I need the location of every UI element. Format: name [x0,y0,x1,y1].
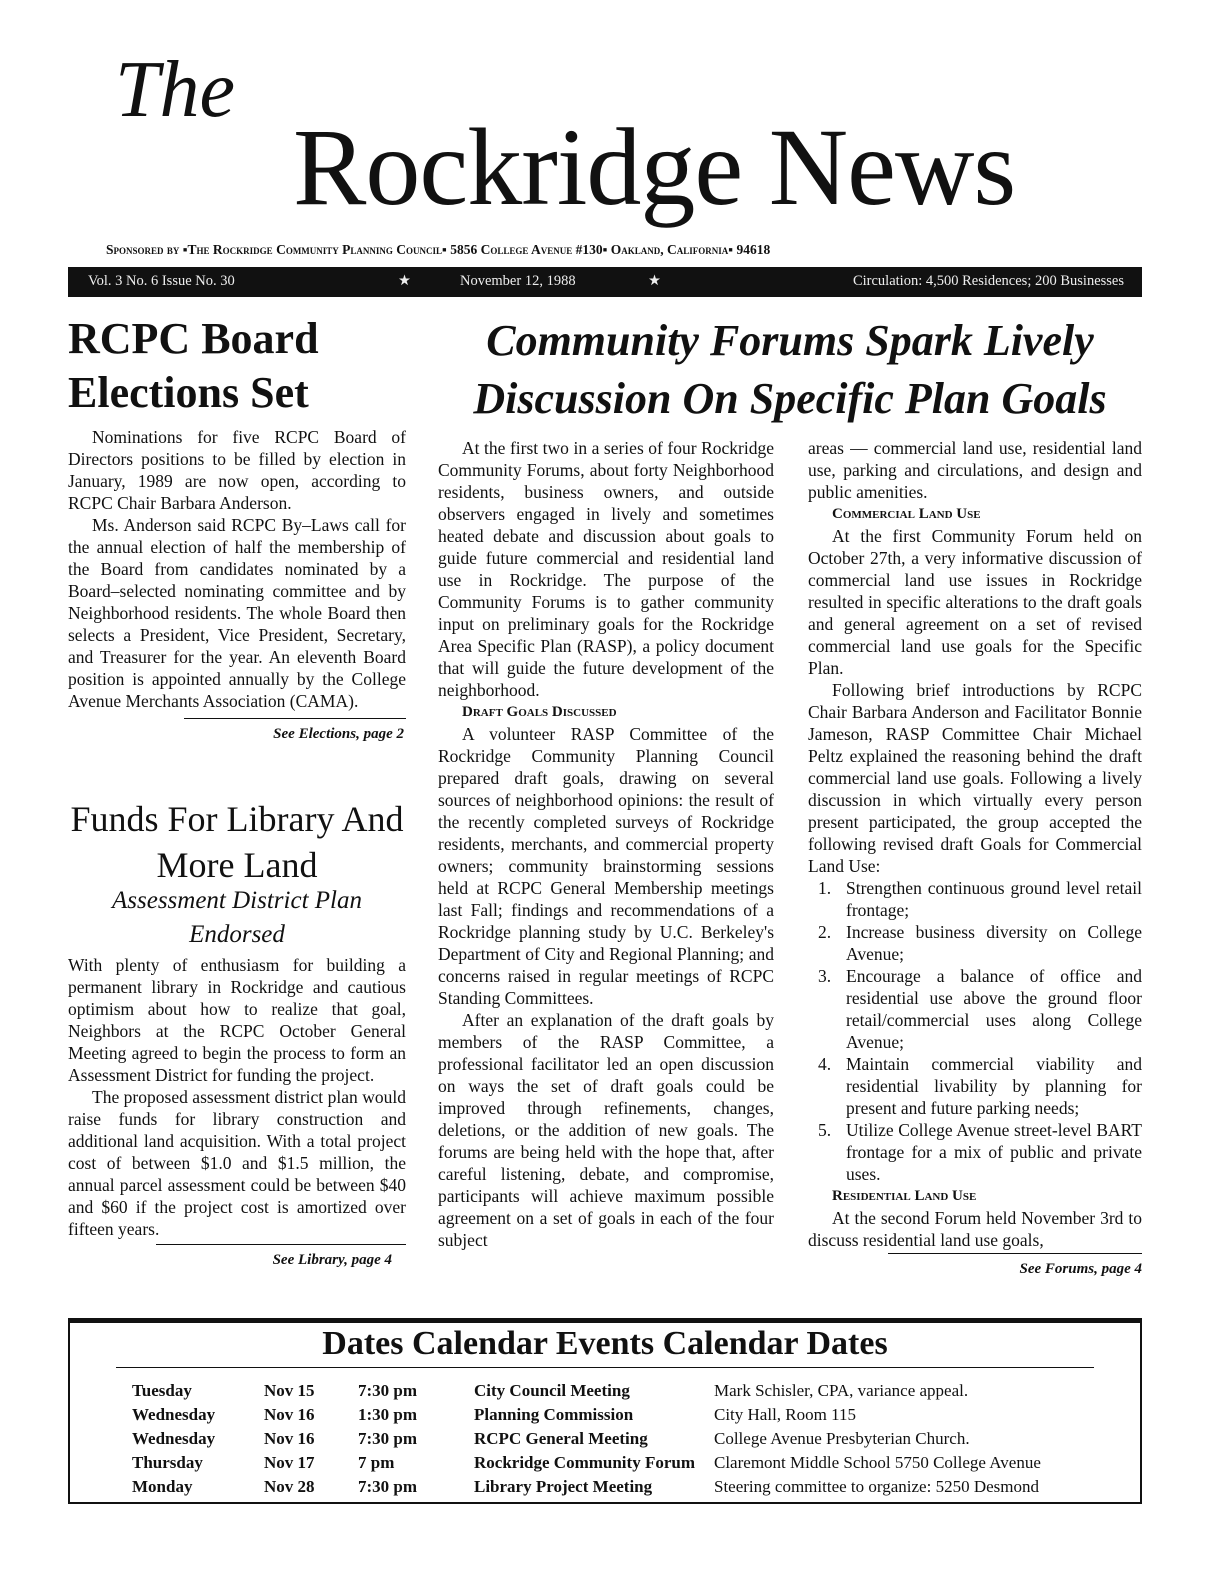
table-row: Monday Nov 28 7:30 pm Library Project Meeting Steering committee to organize: 5250 Desmond [132,1477,1039,1496]
library-headline: Funds For Library And More Land [70,799,404,885]
star-icon: ★ [648,273,661,289]
forums-subhead: Commercial Land Use [832,506,981,522]
divider [116,1367,1094,1368]
forums-paragraph: At the first Community Forum held on October 27th, a very informative discussion of commercial land use issues in Rockridge resulted in specific alterations to the draft goals and general agreement on a set of revised commercial land use goals for the Specific Plan. [808,526,1142,678]
library-subhead: Assessment District Plan Endorsed [112,887,362,948]
issue-bar [68,267,1142,297]
list-item: 2. Increase business diversity on College Avenue; [818,922,1142,964]
masthead-the: The [115,46,235,134]
forums-article-col2 [438,437,774,1251]
library-paragraph: The proposed assessment district plan would raise funds for library construction and additional land acquisition. With a total project cost of between $1.0 and $1.5 million, the annual parcel assessment could be between $40 and $60 if the project cost is amortized over fifteen years. [68,1087,406,1239]
divider [888,1253,1142,1254]
forums-subhead: Residential Land Use [832,1188,977,1204]
forums-paragraph: Following brief introductions by RCPC Chair Barbara Anderson and Facilitator Bonnie Jameson, RASP Committee Chair Michael Peltz explained the reasoning behind the draft commercial land use goals. Following a lively discussion in which virtually every person present participated, the group accepted the following revised draft Goals for Commercial Land Use: [808,680,1142,876]
list-item: 5. Utilize College Avenue street-level BART frontage for a mix of public and private uses. [818,1120,1142,1184]
forums-paragraph: At the first two in a series of four Rockridge Community Forums, about forty Neighborhood residents, business owners, and outside observers engaged in lively and sometimes heated debate and discussion about goals to guide future commercial and residential land use in Rockridge. The purpose of the Community Forums is to gather community input on preliminary goals for the Rockridge Area Specific Plan (RASP), a policy document that will guide the future development of the neighborhood. [438,438,774,700]
rcpc-see-also: See Elections, page 2 [273,726,404,742]
rcpc-paragraph: Nominations for five RCPC Board of Directors positions to be filled by election in January, 1989 are now open, according to RCPC Chair Barbara Anderson. [68,427,406,513]
table-row: Tuesday Nov 15 7:30 pm City Council Meeting Mark Schisler, CPA, variance appeal. [132,1381,969,1400]
forums-subhead: Draft Goals Discussed [462,704,617,720]
library-see-also: See Library, page 4 [272,1252,392,1268]
sponsor-line: Sponsored by ▪The Rockridge Community Planning Council▪ 5856 College Avenue #130▪ Oakland, California▪ 94618 [106,242,771,257]
library-paragraph: With plenty of enthusiasm for building a permanent library in Rockridge and cautious optimism about how to realize that goal, Neighbors at the RCPC October General Meeting agreed to begin the process to form an Assessment District for funding the project. [68,955,406,1085]
forums-see-also: See Forums, page 4 [1019,1261,1142,1277]
masthead-title: Rockridge News [293,106,1016,228]
table-row: Wednesday Nov 16 1:30 pm Planning Commission City Hall, Room 115 [132,1405,856,1424]
list-item: 4. Maintain commercial viability and residential livability by planning for present and future parking needs; [818,1054,1142,1118]
divider [184,718,406,719]
list-item: 3. Encourage a balance of office and residential use above the ground floor retail/commercial uses along College Avenue; [818,966,1142,1052]
rcpc-headline: RCPC Board Elections Set [68,314,319,417]
forums-paragraph: areas — commercial land use, residential land use, parking and circulations, and design and public amenities. [808,438,1142,502]
issue-date: November 12, 1988 [460,273,576,289]
divider [156,1244,406,1245]
forums-paragraph: At the second Forum held November 3rd to discuss residential land use goals, [808,1208,1142,1250]
rcpc-article [68,426,406,745]
forums-paragraph: A volunteer RASP Committee of the Rockridge Community Planning Council prepared draft goals, drawing on several sources of neighborhood opinions: the result of the recently completed surveys of Rockridge residents, merchants, and commercial property owners; community brainstorming sessions held at RCPC General Membership meetings last Fall; findings and recommendations of a Rockridge planning study by U.C. Berkeley's Department of City and Regional Planning; and concerns raised in regular meetings of RCPC Standing Committees. [438,724,774,1008]
goals-list [808,877,1142,1185]
issue-circulation: Circulation: 4,500 Residences; 200 Businesses [852,273,1124,289]
forums-article-col3 [808,437,1142,1280]
list-item: 1. Strengthen continuous ground level retail frontage; [818,878,1142,920]
forums-paragraph: After an explanation of the draft goals by members of the RASP Committee, a professional facilitator led an open discussion on ways the set of draft goals could be improved through refinements, changes, deletions, or the addition of new goals. The forums are being held with the hope that, after careful listening, debate, and compromise, participants will achieve maximum possible agreement on a set of goals in each of the four subject [438,1010,774,1250]
issue-volume: Vol. 3 No. 6 Issue No. 30 [88,273,235,289]
library-article [68,954,406,1271]
forums-headline: Community Forums Spark Lively Discussion On Specific Plan Goals [473,316,1107,423]
star-icon: ★ [398,273,411,289]
calendar-title: Dates Calendar Events Calendar Dates [322,1325,888,1362]
table-row: Thursday Nov 17 7 pm Rockridge Community Forum Claremont Middle School 5750 College Avenue [132,1453,1041,1472]
table-row: Wednesday Nov 16 7:30 pm RCPC General Meeting College Avenue Presbyterian Church. [132,1429,970,1448]
rcpc-paragraph: Ms. Anderson said RCPC By–Laws call for the annual election of half the membership of the Board from candidates nominated by a Board–selected nominating committee and by Neighborhood residents. The whole Board then selects a President, Vice President, Secretary, and Treasurer for the year. An eleventh Board position is appointed annually by the College Avenue Merchants Association (CAMA). [68,515,406,711]
